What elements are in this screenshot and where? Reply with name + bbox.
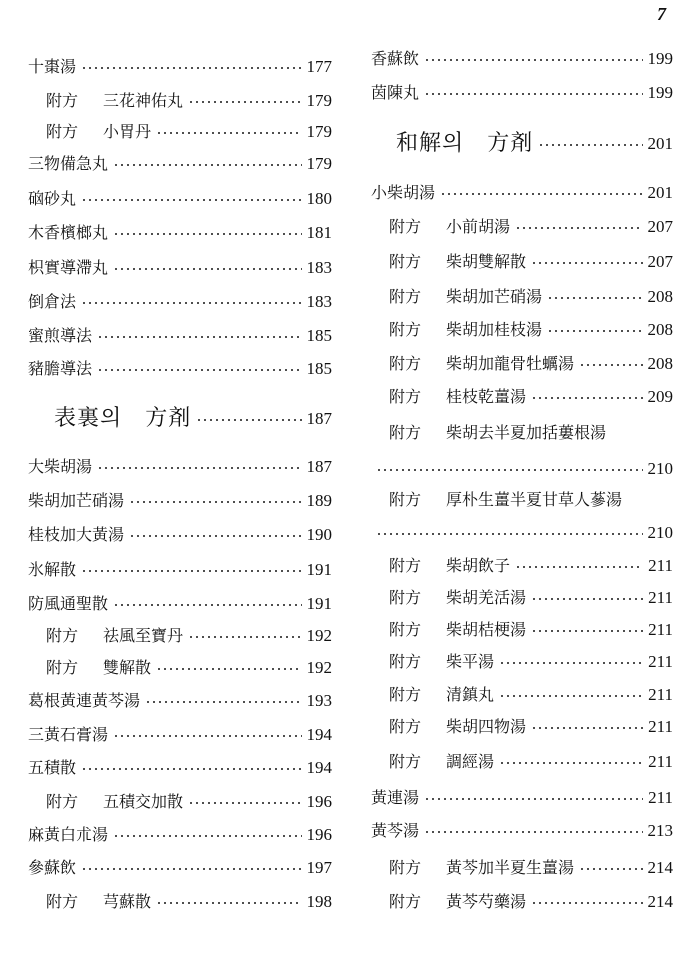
entry-page-number: 187 xyxy=(306,409,332,428)
entry-prefix: 附方 xyxy=(389,588,422,607)
entry-page-number: 192 xyxy=(306,658,332,677)
entry-page-number: 179 xyxy=(306,91,332,110)
entry-name: 小柴胡湯 xyxy=(371,183,436,202)
entry-name: 大柴胡湯 xyxy=(28,457,93,476)
dot-leader xyxy=(538,144,642,146)
entry-page-number: 183 xyxy=(306,258,332,277)
toc-entry xyxy=(28,486,332,516)
entry-page-number: 211 xyxy=(648,556,673,575)
dot-leader xyxy=(531,902,642,904)
toc-entry xyxy=(371,282,673,312)
entry-page-number: 211 xyxy=(648,788,673,807)
entry-prefix: 附方 xyxy=(389,652,422,671)
toc-entry xyxy=(28,887,332,917)
toc-entry xyxy=(28,117,332,147)
entry-page-number: 199 xyxy=(647,83,673,102)
entry-page-number: 199 xyxy=(647,49,673,68)
toc-entry xyxy=(28,787,332,817)
entry-name: 清鎮丸 xyxy=(446,685,495,704)
toc-entry xyxy=(371,485,673,515)
entry-page-number: 211 xyxy=(648,588,673,607)
entry-name: 柴胡加芒硝湯 xyxy=(28,491,125,510)
toc-entry xyxy=(371,349,673,379)
entry-page-number: 211 xyxy=(648,717,673,736)
dot-leader xyxy=(547,297,642,299)
entry-name: 五積交加散 xyxy=(103,792,184,811)
entry-page-number: 181 xyxy=(306,223,332,242)
toc-entry xyxy=(371,382,673,412)
entry-name: 桂枝加大黃湯 xyxy=(28,525,125,544)
dot-leader xyxy=(81,199,301,201)
toc-entry xyxy=(28,853,332,883)
toc-entry xyxy=(371,647,673,677)
toc-entry xyxy=(28,287,332,317)
entry-name: 黃芩加半夏生薑湯 xyxy=(446,858,575,877)
toc-entry xyxy=(371,680,673,710)
toc-entry xyxy=(28,184,332,214)
entry-page-number: 185 xyxy=(306,359,332,378)
entry-name: 芎蘇散 xyxy=(103,892,152,911)
dot-leader xyxy=(531,630,643,632)
entry-prefix: 附方 xyxy=(46,91,79,110)
dot-leader xyxy=(129,535,301,537)
dot-leader xyxy=(156,668,301,670)
page-number: 7 xyxy=(657,4,666,24)
dot-leader xyxy=(531,397,642,399)
entry-page-number: 213 xyxy=(647,821,673,840)
dot-leader xyxy=(156,132,301,134)
entry-page-number: 208 xyxy=(647,287,673,306)
toc-entry xyxy=(371,783,673,813)
entry-page-number: 190 xyxy=(306,525,332,544)
entry-page-number: 194 xyxy=(306,758,332,777)
toc-entry xyxy=(28,720,332,750)
toc-entry xyxy=(28,653,332,683)
section-title: 和解의 方剤 xyxy=(396,131,534,156)
dot-leader xyxy=(97,336,301,338)
entry-prefix: 附方 xyxy=(389,858,422,877)
entry-name: 調經湯 xyxy=(446,752,495,771)
dot-leader xyxy=(97,369,301,371)
entry-name: 柴胡加桂枝湯 xyxy=(446,320,543,339)
entry-prefix: 附方 xyxy=(389,252,422,271)
entry-prefix: 附方 xyxy=(389,423,422,442)
dot-leader xyxy=(531,727,643,729)
entry-prefix: 附方 xyxy=(46,892,79,911)
entry-page-number: 210 xyxy=(647,523,673,542)
toc-entry xyxy=(28,452,332,482)
dot-leader xyxy=(499,762,643,764)
toc-entry xyxy=(371,816,673,846)
entry-prefix: 附方 xyxy=(389,490,422,509)
entry-name: 桂枝乾薑湯 xyxy=(446,387,527,406)
entry-name: 雙解散 xyxy=(103,658,152,677)
entry-page-number: 189 xyxy=(306,491,332,510)
toc-entry xyxy=(28,321,332,351)
dot-leader xyxy=(547,330,642,332)
entry-page-number: 179 xyxy=(306,154,332,173)
toc-entry xyxy=(28,52,332,82)
toc-entry xyxy=(371,178,673,208)
entry-name: 厚朴生薑半夏甘草人蔘湯 xyxy=(446,490,623,509)
entry-prefix: 附方 xyxy=(389,892,422,911)
toc-entry xyxy=(28,149,332,179)
entry-prefix: 附方 xyxy=(389,620,422,639)
toc-entry xyxy=(371,615,673,645)
dot-leader xyxy=(81,570,301,572)
entry-name: 祛風至寶丹 xyxy=(103,626,184,645)
toc-entry xyxy=(28,820,332,850)
toc-entry xyxy=(371,44,673,74)
toc-entry xyxy=(371,518,673,548)
dot-leader xyxy=(113,735,301,737)
entry-name: 黃芩芍藥湯 xyxy=(446,892,527,911)
dot-leader xyxy=(499,695,643,697)
entry-name: 防風通聖散 xyxy=(28,594,109,613)
entry-prefix: 附方 xyxy=(389,685,422,704)
dot-leader xyxy=(515,566,643,568)
dot-leader xyxy=(81,67,301,69)
dot-leader xyxy=(129,501,301,503)
entry-page-number: 197 xyxy=(306,858,332,877)
entry-page-number: 196 xyxy=(306,792,332,811)
entry-name: 十棗湯 xyxy=(28,57,77,76)
toc-entry xyxy=(28,354,332,384)
entry-prefix: 附方 xyxy=(46,122,79,141)
entry-prefix: 附方 xyxy=(46,658,79,677)
dot-leader xyxy=(424,831,642,833)
toc-entry xyxy=(371,78,673,108)
entry-prefix: 附方 xyxy=(46,792,79,811)
dot-leader xyxy=(531,598,643,600)
entry-name: 黃連湯 xyxy=(371,788,420,807)
entry-name: 柴胡雙解散 xyxy=(446,252,527,271)
dot-leader xyxy=(113,835,301,837)
entry-page-number: 179 xyxy=(306,122,332,141)
entry-name: 柴平湯 xyxy=(446,652,495,671)
entry-name: 香蘇飲 xyxy=(371,49,420,68)
dot-leader xyxy=(579,364,642,366)
entry-page-number: 209 xyxy=(647,387,673,406)
entry-page-number: 180 xyxy=(306,189,332,208)
entry-name: 柴胡四物湯 xyxy=(446,717,527,736)
toc-entry xyxy=(28,555,332,585)
entry-page-number: 183 xyxy=(306,292,332,311)
toc-entry xyxy=(371,887,673,917)
entry-page-number: 201 xyxy=(647,134,673,153)
dot-leader xyxy=(113,268,301,270)
dot-leader xyxy=(515,227,642,229)
dot-leader xyxy=(81,302,301,304)
section-title: 表裏의 方剤 xyxy=(54,406,192,431)
entry-prefix: 附方 xyxy=(389,287,422,306)
toc-entry xyxy=(28,86,332,116)
entry-prefix: 附方 xyxy=(389,717,422,736)
dot-leader xyxy=(188,802,301,804)
section-heading xyxy=(371,129,673,159)
entry-prefix: 附方 xyxy=(389,556,422,575)
toc-entry xyxy=(28,253,332,283)
entry-prefix: 附方 xyxy=(46,626,79,645)
entry-page-number: 210 xyxy=(647,459,673,478)
entry-page-number: 211 xyxy=(648,620,673,639)
dot-leader xyxy=(156,902,301,904)
entry-page-number: 214 xyxy=(647,892,673,911)
entry-page-number: 214 xyxy=(647,858,673,877)
dot-leader xyxy=(113,164,301,166)
entry-name: 三物備急丸 xyxy=(28,154,109,173)
toc-entry xyxy=(371,551,673,581)
entry-name: 五積散 xyxy=(28,758,77,777)
entry-page-number: 211 xyxy=(648,685,673,704)
dot-leader xyxy=(113,604,301,606)
toc-entry xyxy=(371,712,673,742)
dot-leader xyxy=(81,868,301,870)
entry-page-number: 207 xyxy=(647,217,673,236)
entry-name: 麻黃白朮湯 xyxy=(28,825,109,844)
dot-leader xyxy=(579,868,642,870)
toc-entry xyxy=(28,589,332,619)
dot-leader xyxy=(188,636,301,638)
entry-prefix: 附方 xyxy=(389,387,422,406)
dot-leader xyxy=(145,701,301,703)
entry-prefix: 附方 xyxy=(389,354,422,373)
entry-prefix: 附方 xyxy=(389,320,422,339)
section-heading xyxy=(28,404,332,434)
entry-page-number: 187 xyxy=(306,457,332,476)
entry-name: 參蘇飲 xyxy=(28,858,77,877)
entry-name: 豬膽導法 xyxy=(28,359,93,378)
entry-page-number: 194 xyxy=(306,725,332,744)
entry-name: 柴胡去半夏加括蔞根湯 xyxy=(446,423,607,442)
toc-entry xyxy=(28,621,332,651)
dot-leader xyxy=(424,59,642,61)
entry-name: 柴胡飲子 xyxy=(446,556,511,575)
entry-page-number: 191 xyxy=(306,594,332,613)
entry-page-number: 208 xyxy=(647,320,673,339)
entry-page-number: 207 xyxy=(647,252,673,271)
toc-entry xyxy=(371,583,673,613)
toc-entry xyxy=(371,315,673,345)
entry-page-number: 192 xyxy=(306,626,332,645)
entry-page-number: 208 xyxy=(647,354,673,373)
dot-leader xyxy=(113,233,301,235)
entry-page-number: 211 xyxy=(648,652,673,671)
entry-prefix: 附方 xyxy=(389,752,422,771)
dot-leader xyxy=(499,662,643,664)
entry-page-number: 198 xyxy=(306,892,332,911)
entry-name: 氷解散 xyxy=(28,560,77,579)
toc-entry xyxy=(28,218,332,248)
entry-page-number: 196 xyxy=(306,825,332,844)
toc-entry xyxy=(371,212,673,242)
toc-entry xyxy=(371,747,673,777)
dot-leader xyxy=(531,262,642,264)
dot-leader xyxy=(376,533,643,535)
entry-name: 蜜煎導法 xyxy=(28,326,93,345)
toc-entry xyxy=(371,247,673,277)
toc-entry xyxy=(28,753,332,783)
entry-prefix: 附方 xyxy=(389,217,422,236)
toc-entry xyxy=(28,520,332,550)
entry-name: 柴胡加龍骨牡蠣湯 xyxy=(446,354,575,373)
entry-name: 小前胡湯 xyxy=(446,217,511,236)
entry-name: 黃芩湯 xyxy=(371,821,420,840)
entry-name: 茵陳丸 xyxy=(371,83,420,102)
entry-page-number: 201 xyxy=(647,183,673,202)
entry-name: 倒倉法 xyxy=(28,292,77,311)
entry-name: 木香檳榔丸 xyxy=(28,223,109,242)
dot-leader xyxy=(440,193,642,195)
entry-name: 柴胡羌活湯 xyxy=(446,588,527,607)
toc-entry xyxy=(371,454,673,484)
dot-leader xyxy=(424,93,642,95)
dot-leader xyxy=(81,768,301,770)
entry-page-number: 211 xyxy=(648,752,673,771)
dot-leader xyxy=(188,101,301,103)
entry-name: 小胃丹 xyxy=(103,122,152,141)
entry-name: 葛根黃連黃芩湯 xyxy=(28,691,141,710)
entry-page-number: 177 xyxy=(306,57,332,76)
entry-name: 柴胡桔梗湯 xyxy=(446,620,527,639)
toc-entry xyxy=(371,853,673,883)
entry-name: 三黃石膏湯 xyxy=(28,725,109,744)
entry-page-number: 185 xyxy=(306,326,332,345)
entry-name: 三花神佑丸 xyxy=(103,91,184,110)
dot-leader xyxy=(424,798,643,800)
toc-entry xyxy=(28,686,332,716)
entry-name: 柴胡加芒硝湯 xyxy=(446,287,543,306)
dot-leader xyxy=(196,419,301,421)
entry-page-number: 193 xyxy=(306,691,332,710)
entry-name: 硇砂丸 xyxy=(28,189,77,208)
dot-leader xyxy=(376,469,643,471)
entry-name: 枳實導滯丸 xyxy=(28,258,109,277)
toc-entry xyxy=(371,418,673,448)
entry-page-number: 191 xyxy=(306,560,332,579)
dot-leader xyxy=(97,467,301,469)
